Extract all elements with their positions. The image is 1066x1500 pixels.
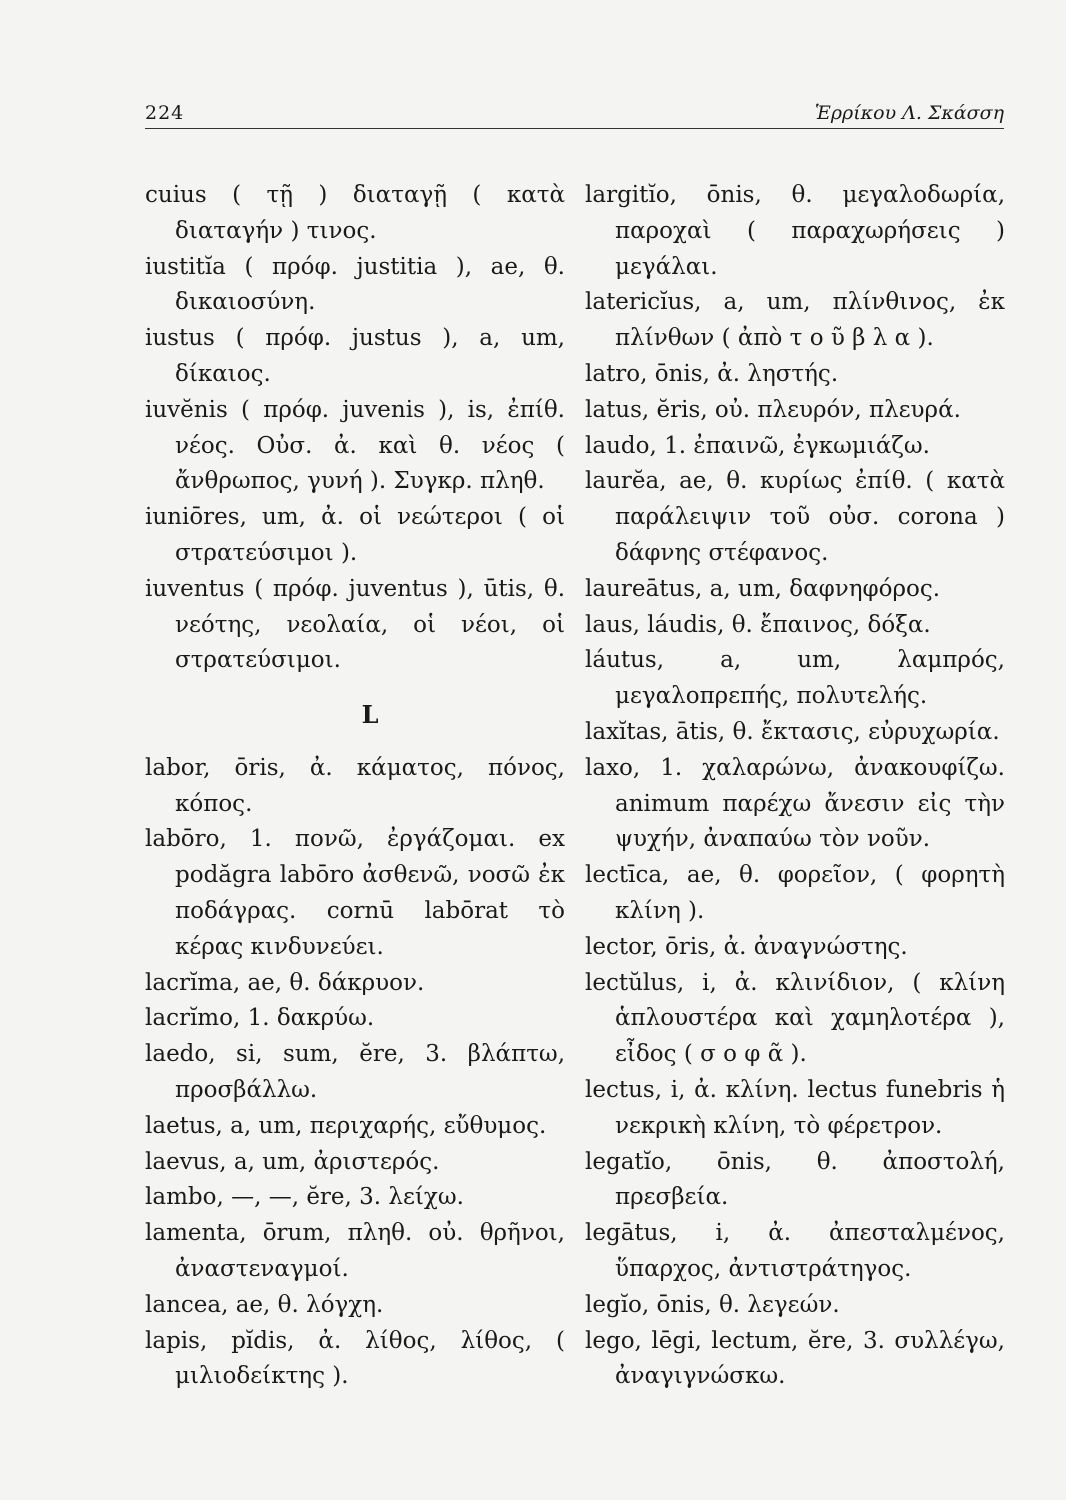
dictionary-entry: lamenta, ōrum, πληθ. οὐ. θρῆνοι, ἀναστεναγμοί. — [145, 1220, 565, 1282]
dictionary-entry: laurĕa, ae, θ. κυρίως ἐπίθ. ( κατὰ παράλειψιν τοῦ οὐσ. corona ) δάφνης στέφανος. — [585, 468, 1005, 566]
dictionary-entry: iustus ( πρόφ. justus ), a, um, δίκαιος. — [145, 325, 565, 387]
dictionary-entry: lectīca, ae, θ. φορεῖον, ( φορητὴ κλίνη ). — [585, 862, 1005, 924]
dictionary-entry: legĭo, ōnis, θ. λεγεών. — [585, 1291, 840, 1318]
dictionary-entry: laxĭtas, ātis, θ. ἔκτασις, εὐρυχωρία. — [585, 718, 1000, 745]
dictionary-entry: láutus, a, um, λαμπρός, μεγαλοπρεπής, πολυτελής. — [585, 647, 1005, 710]
dictionary-entry: iuventus ( πρόφ. juventus ), ūtis, θ. νεότης, νεολαία, οἱ νέοι, οἱ στρατεύσιμοι. — [145, 575, 565, 674]
dictionary-entry: iuvĕnis ( πρόφ. juvenis ), is, ἐπίθ. νέος. Οὐσ. ἀ. καὶ θ. νέος ( ἄνθρωπος, γυνή ). Συγκρ. πληθ. — [145, 396, 565, 495]
running-head: Ἑρρίκου Λ. Σκάσση — [814, 102, 1004, 124]
dictionary-entry: lacrĭmo, 1. δακρύω. — [145, 1005, 375, 1032]
page-header — [145, 98, 1004, 129]
dictionary-entry: lapis, pĭdis, ἀ. λίθος, λίθος, ( μιλιοδείκτης ). — [145, 1327, 565, 1390]
page-number: 224 — [145, 102, 185, 124]
dictionary-entry: laetus, a, um, περιχαρής, εὔθυμος. — [145, 1112, 547, 1139]
dictionary-entry: laus, láudis, θ. ἔπαινος, δόξα. — [585, 611, 931, 638]
dictionary-entry: laevus, a, um, ἀριστερός. — [145, 1148, 440, 1175]
dictionary-entry: laureātus, a, um, δαφνηφόρος. — [585, 575, 941, 602]
dictionary-entry: lancea, ae, θ. λόγχη. — [145, 1291, 384, 1318]
dictionary-entry: labōro, 1. πονῶ, ἐργάζομαι. ex podăgra labōro ἀσθενῶ, νοσῶ ἐκ ποδάγρας. cornū labōrat τὸ κέρας κινδυνεύει. — [145, 826, 565, 960]
dictionary-entry: laudo, 1. ἐπαινῶ, ἐγκωμιάζω. — [585, 432, 930, 459]
dictionary-entry: cuius ( τῇ ) διαταγῇ ( κατὰ διαταγήν ) τινος. — [145, 182, 565, 244]
section-letter-heading: L — [361, 700, 379, 730]
dictionary-entry: legatĭo, ōnis, θ. ἀποστολή, πρεσβεία. — [585, 1148, 1005, 1211]
right-column — [585, 178, 1005, 1395]
dictionary-entry: lectŭlus, i, ἀ. κλινίδιον, ( κλίνη ἁπλουστέρα καὶ χαμηλοτέρα ), εἶδος ( σ ο φ ᾶ ). — [585, 969, 1005, 1068]
left-column — [145, 178, 565, 1395]
dictionary-entry: latro, ōnis, ἀ. ληστής. — [585, 360, 839, 387]
dictionary-entry: legātus, i, ἀ. ἀπεσταλμένος, ὕπαρχος, ἀντιστράτηγος. — [585, 1220, 1005, 1282]
dictionary-entry: laxo, 1. χαλαρώνω, ἀνακουφίζω. animum παρέχω ἄνεσιν εἰς τὴν ψυχήν, ἀναπαύω τὸν νοῦν. — [585, 754, 1005, 853]
dictionary-entry: iuniōres, um, ἀ. οἱ νεώτεροι ( οἱ στρατεύσιμοι ). — [145, 504, 565, 566]
dictionary-entry: largitĭo, ōnis, θ. μεγαλοδωρία, παροχαὶ ( παραχωρήσεις ) μεγάλαι. — [585, 182, 1005, 280]
dictionary-entry: latus, ĕris, οὐ. πλευρόν, πλευρά. — [585, 396, 961, 423]
dictionary-entry: lector, ōris, ἀ. ἀναγνώστης. — [585, 933, 908, 960]
dictionary-entry: laedo, si, sum, ĕre, 3. βλάπτω, προσβάλλω. — [145, 1041, 565, 1103]
dictionary-entry: latericĭus, a, um, πλίνθινος, ἐκ πλίνθων ( ἀπὸ τ ο ῦ β λ α ). — [585, 289, 1005, 352]
dictionary-entry: lacrĭma, ae, θ. δάκρυον. — [145, 969, 425, 996]
dictionary-entry: iustitĭa ( πρόφ. justitia ), ae, θ. δικαιοσύνη. — [145, 253, 565, 316]
dictionary-entry: labor, ōris, ἀ. κάματος, πόνος, κόπος. — [145, 754, 565, 817]
dictionary-entry: lectus, i, ἀ. κλίνη. lectus funebris ἡ νεκρικὴ κλίνη, τὸ φέρετρον. — [585, 1076, 1005, 1139]
dictionary-entry: lego, lēgi, lectum, ĕre, 3. συλλέγω, ἀναγιγνώσκω. — [585, 1327, 1005, 1390]
dictionary-entry: lambo, —, —, ĕre, 3. λείχω. — [145, 1184, 464, 1211]
